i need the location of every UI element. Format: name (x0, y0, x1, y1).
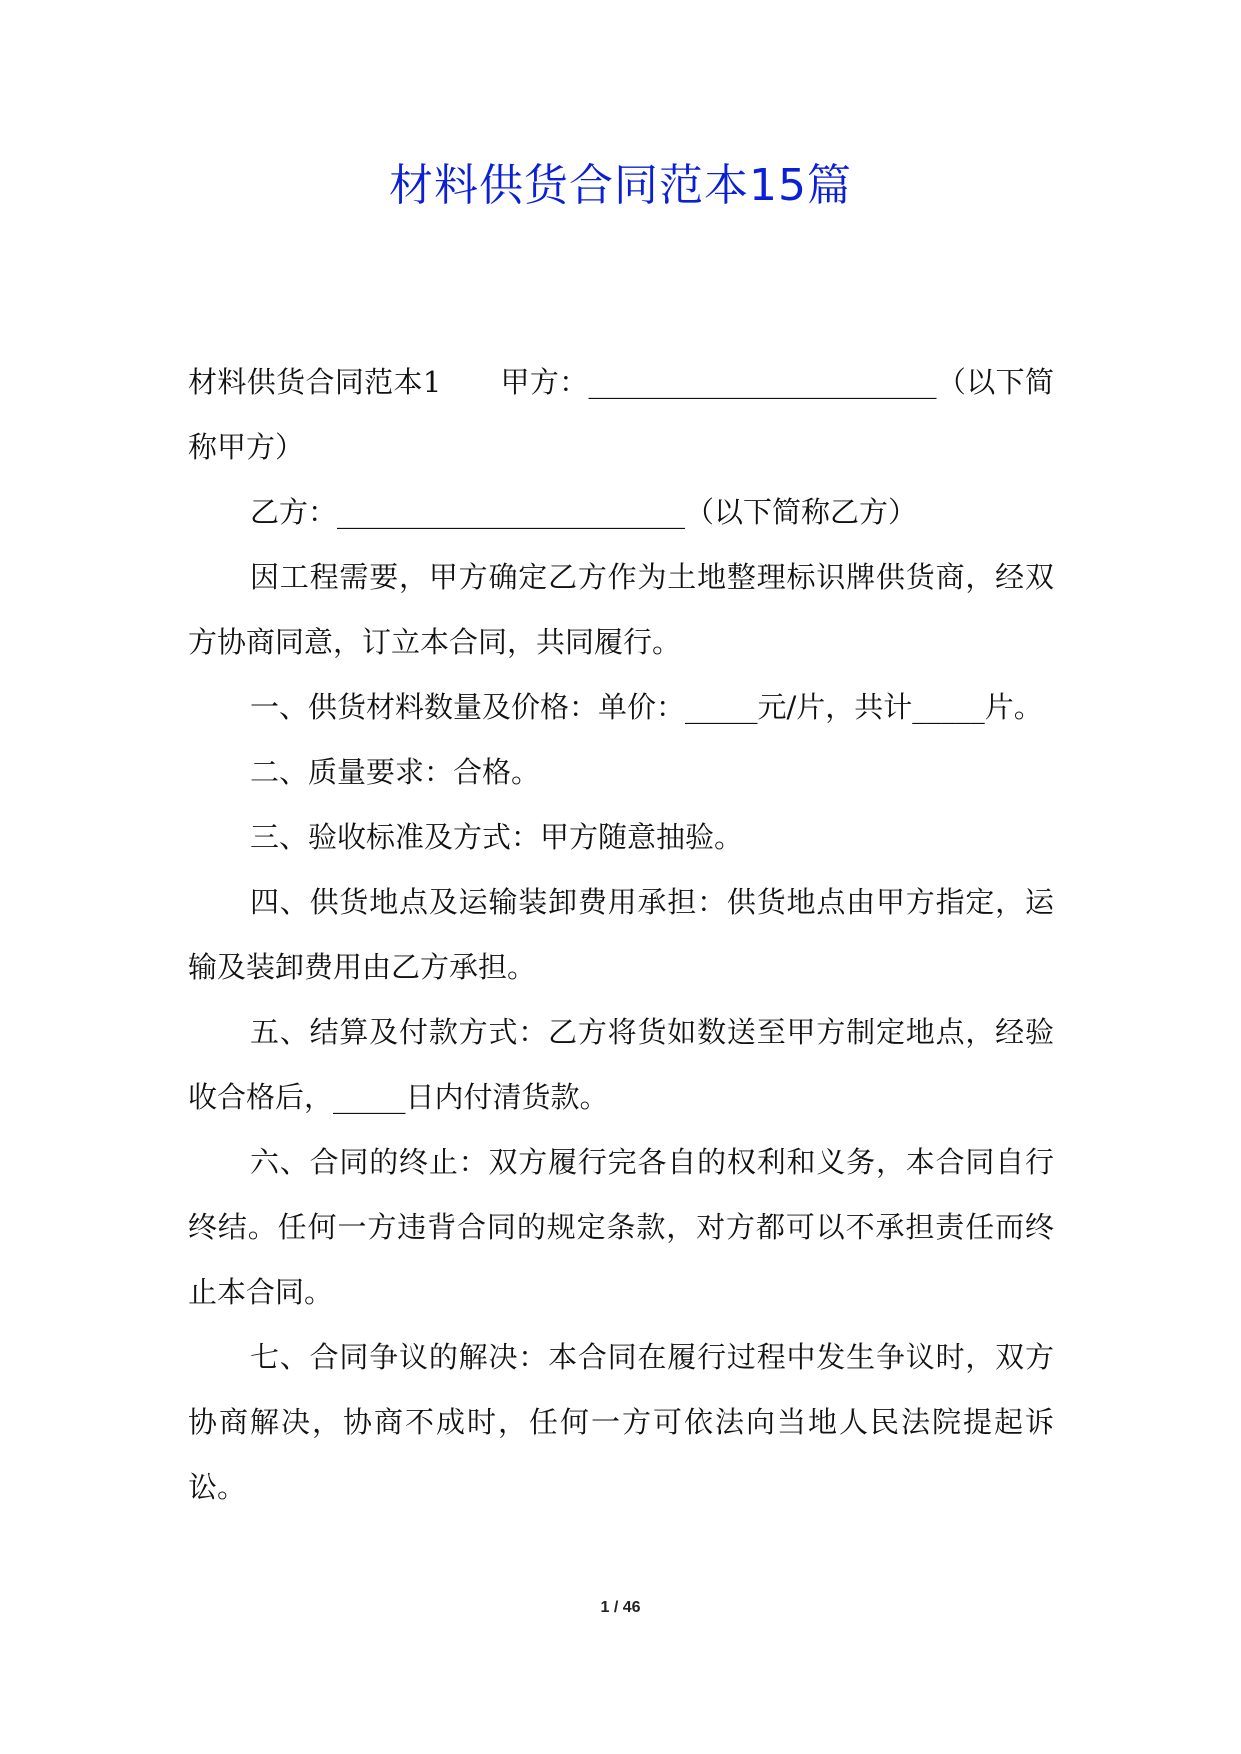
paragraph-clause-7: 七、合同争议的解决：本合同在履行过程中发生争议时，双方协商解决，协商不成时，任何一方可依法向当地人民法院提起诉讼。 (188, 1340, 1054, 1504)
paragraph-clause-6: 六、合同的终止：双方履行完各自的权利和义务，本合同自行终结。任何一方违背合同的规定条款，对方都可以不承担责任而终止本合同。 (188, 1145, 1054, 1309)
paragraph-clause-3: 三、验收标准及方式：甲方随意抽验。 (250, 820, 744, 854)
paragraph-clause-4: 四、供货地点及运输装卸费用承担：供货地点由甲方指定，运输及装卸费用由乙方承担。 (188, 885, 1054, 984)
document-title: 材料供货合同范本15篇 (389, 160, 852, 211)
document-body (188, 350, 1054, 1520)
paragraph-intro: 材料供货合同范本1 甲方：________________________（以下简称甲方） (188, 365, 1054, 464)
paragraph-clause-2: 二、质量要求：合格。 (250, 755, 541, 789)
paragraph-party-b: 乙方：________________________（以下简称乙方） (250, 495, 918, 529)
paragraph-purpose: 因工程需要，甲方确定乙方作为土地整理标识牌供货商，经双方协商同意，订立本合同，共同履行。 (188, 560, 1054, 659)
paragraph-clause-1: 一、供货材料数量及价格：单价：_____元/片，共计_____片。 (250, 690, 1043, 724)
page-number: 1 / 46 (600, 1599, 641, 1616)
paragraph-clause-5: 五、结算及付款方式：乙方将货如数送至甲方制定地点，经验收合格后，_____日内付清货款。 (188, 1015, 1054, 1114)
